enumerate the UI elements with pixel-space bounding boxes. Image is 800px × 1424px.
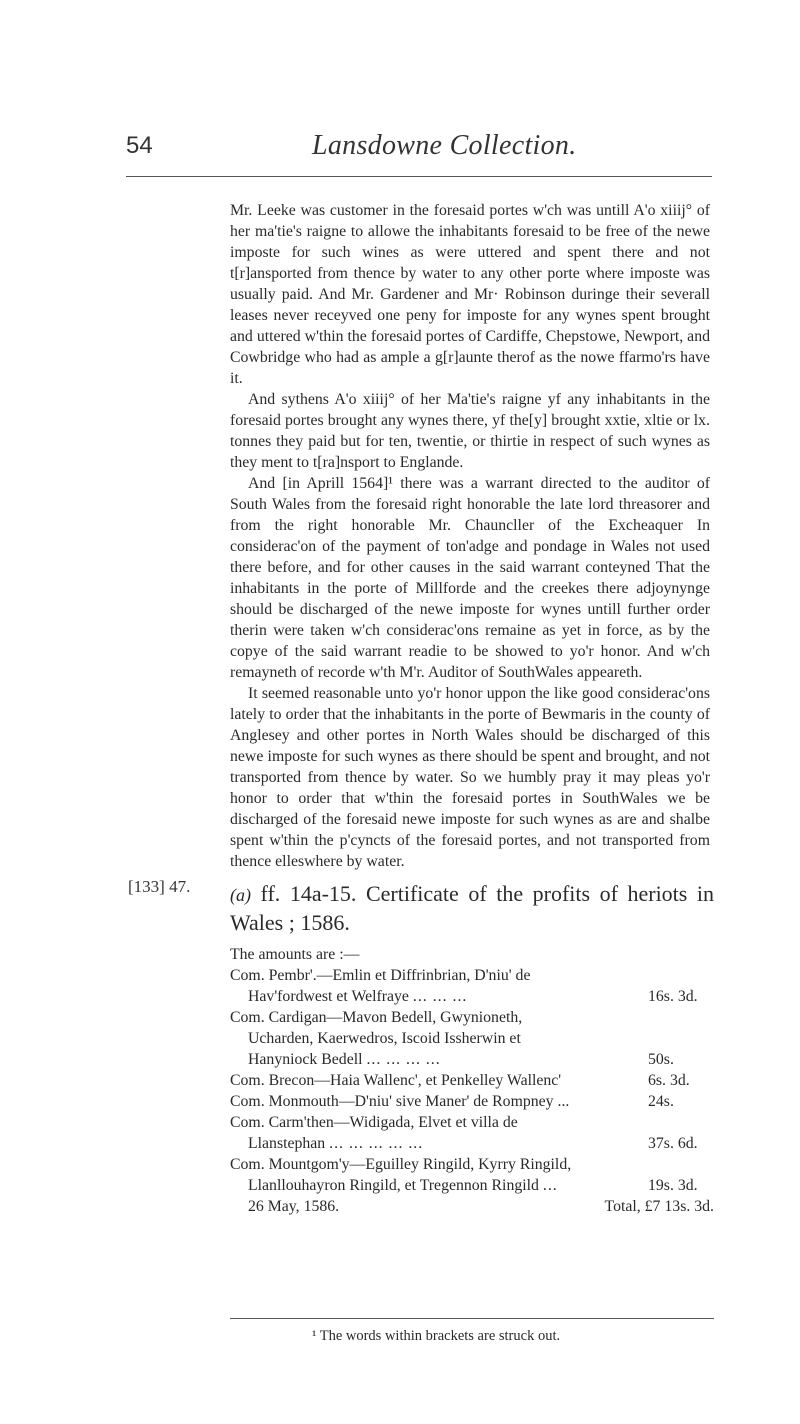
item-amount: 6s. 3d. [648,1072,690,1089]
item-line: Com. Monmouth—D'niu' sive Maner' de Rompney ... [230,1093,570,1110]
list-item [230,1154,714,1196]
running-title: Lansdowne Collection. [312,130,577,161]
total-amount: Total, £7 13s. 3d. [604,1198,714,1215]
paragraph: And [in Aprill 1564]¹ there was a warrant directed to the auditor of South Wales from the foresaid right honorable the late lord threasorer and from the right honorable Mr. Chauncller of the Excheaquer In considerac'on of the payment of ton'adge and pondage in Wales not used there before, and for other causes in the said warrant conteyned That the inhabitants in the porte of Millforde and the creekes there adjoynynge should be discharged of the newe imposte for wynes untill further order therin were taken w'ch considerac'ons remaine as yet in force, as by the copye of the said warrant readie to be showed to yo'r honor. And w'ch remayneth of recorde w'th M'r. Auditor of SouthWales appeareth. [230,475,710,681]
letter-body [230,200,710,872]
page-header [126,132,786,172]
item-amount: 37s. 6d. [648,1135,698,1152]
item-line: Com. Pembr'.—Emlin et Diffrinbrian, D'niu' de [230,967,531,984]
section-heading [230,880,714,937]
item-line: Com. Mountgom'y—Eguilley Ringild, Kyrry Ringild, [230,1156,572,1173]
item-line: Com. Carm'then—Widigada, Elvet et villa de [230,1114,518,1131]
footnote-rule [230,1318,714,1319]
item-line: Com. Brecon—Haia Wallenc', et Penkelley Wallenc' [230,1072,562,1089]
footnote: ¹ The words within brackets are struck out. [312,1328,561,1344]
item-amount: 24s. [648,1093,674,1110]
item-line: Llanllouhayron Ringild, et Tregennon Ringild ... [248,1177,558,1194]
list-item [230,1070,714,1091]
paragraph: It seemed reasonable unto yo'r honor uppon the like good considerac'ons lately to order that the inhabitants in the porte of Bewmaris in the county of Anglesey and other portes in North Wales should be discharged of this newe imposte for such wynes as there should be spent and brought, and not transported from thence by water. So we humbly pray it may pleas yo'r honor to order that w'thin the foresaid portes in SouthWales we be discharged of the foresaid newe imposte for such wynes as are and shalbe spent w'thin the p'cyncts of the foresaid portes, and not transported from thence elleswhere by water. [230,685,710,870]
paragraph: Mr. Leeke was customer in the foresaid portes w'ch was untill A'o xiiij° of her ma'tie's raigne to allowe the inhabitants foresaid to be free of the newe imposte for such wines as were uttered and spent there and not t[r]ansported from thence by water to any other porte where imposte was usually paid. And Mr. Gardener and Mr· Robinson duringe their severall leases never receyved one peny for imposte for any wynes spent brought and uttered w'thin the foresaid portes of Cardiffe, Chepstowe, Newport, and Cowbridge who had as ample a g[r]aunte therof as the nowe ffarmo'rs have it. [230,202,710,387]
total-line [230,1196,714,1217]
item-amount: 19s. 3d. [648,1177,698,1194]
list-item [230,965,714,1007]
item-line: Llanstephan ... ... ... ... ... [248,1135,424,1152]
paragraph: And sythens A'o xiiij° of her Ma'tie's raigne yf any inhabitants in the foresaid portes brought any wynes there, yf the[y] brought xxtie, xltie or lx. tonnes they paid but for ten, twentie, or thirtie in respect of such wynes as they ment to t[ra]nsport to Englande. [230,391,710,471]
item-amount: 16s. 3d. [648,988,698,1005]
header-rule [126,176,712,177]
page-number: 54 [126,132,153,159]
item-line: Hanyniock Bedell ... ... ... ... [248,1051,441,1068]
margin-reference: [133] 47. [128,877,191,896]
item-line: Com. Cardigan—Mavon Bedell, Gwynioneth, [230,1009,523,1026]
list-item [230,1007,714,1070]
document-date: 26 May, 1586. [248,1198,340,1215]
item-amount: 50s. [648,1051,674,1068]
item-line: Hav'fordwest et Welfraye ... ... ... [248,988,468,1005]
amounts-intro: The amounts are :— [230,946,360,963]
section-mark: (a) [230,885,251,905]
item-line: Ucharden, Kaerwedros, Iscoid Issherwin et [248,1030,521,1047]
section-title: ff. 14a-15. Certificate of the profits of heriots in Wales ; 1586. [230,881,715,935]
list-item [230,1112,714,1154]
amounts-list [230,944,714,1217]
list-item [230,1091,714,1112]
